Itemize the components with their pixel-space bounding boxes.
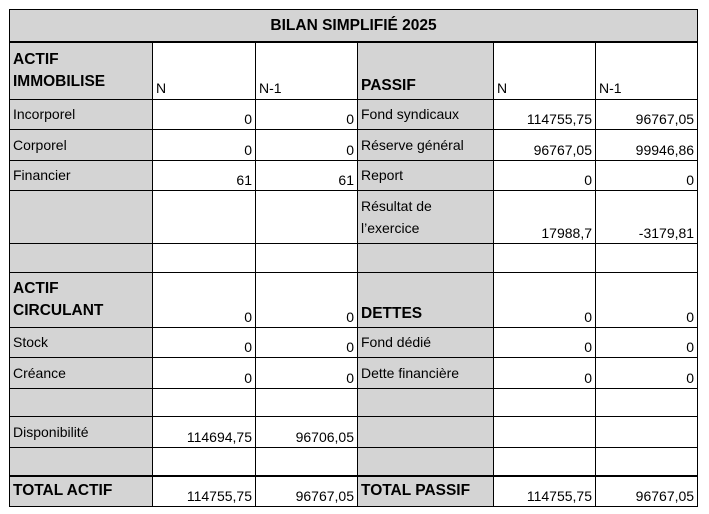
incorporel-n-value: 0 <box>153 99 256 130</box>
fond-dedie-n1-value: 0 <box>596 327 698 358</box>
dette-financiere-n1-value: 0 <box>596 358 698 389</box>
table-row <box>10 130 698 161</box>
actif-circulant-heading: ACTIF CIRCULANT <box>10 272 153 327</box>
financier-label: Financier <box>10 160 153 191</box>
empty-cell <box>256 447 358 476</box>
report-n1-value: 0 <box>596 160 698 191</box>
fonds-syndicaux-n1-value: 96767,05 <box>596 99 698 130</box>
empty-cell <box>596 244 698 273</box>
empty-cell <box>153 244 256 273</box>
creance-n1-value: 0 <box>256 358 358 389</box>
stock-label: Stock <box>10 327 153 358</box>
creance-n-value: 0 <box>153 358 256 389</box>
empty-cell <box>358 417 494 448</box>
corporel-n1-value: 0 <box>256 130 358 161</box>
report-label: Report <box>358 160 494 191</box>
reserve-generale-n1-value: 99946,86 <box>596 130 698 161</box>
disponibilite-n1-value: 96706,05 <box>256 417 358 448</box>
table-row <box>10 358 698 389</box>
stock-n-value: 0 <box>153 327 256 358</box>
total-passif-label: TOTAL PASSIF <box>358 476 494 507</box>
dettes-n1-value: 0 <box>596 272 698 327</box>
dette-financiere-label: Dette financière <box>358 358 494 389</box>
fond-dedie-label: Fond dédié <box>358 327 494 358</box>
empty-cell <box>596 447 698 476</box>
empty-cell <box>256 388 358 417</box>
table-row <box>10 160 698 191</box>
header-row <box>10 42 698 99</box>
empty-cell <box>10 447 153 476</box>
table-row <box>10 191 698 244</box>
empty-cell <box>153 447 256 476</box>
passif-heading: PASSIF <box>358 42 494 99</box>
empty-cell <box>596 417 698 448</box>
table-row <box>10 99 698 130</box>
empty-cell <box>358 388 494 417</box>
incorporel-n1-value: 0 <box>256 99 358 130</box>
total-actif-n-value: 114755,75 <box>153 476 256 507</box>
financier-n-value: 61 <box>153 160 256 191</box>
passif-col-n1-header: N-1 <box>596 42 698 99</box>
resultat-exercice-n-value: 17988,7 <box>494 191 596 244</box>
reserve-generale-n-value: 96767,05 <box>494 130 596 161</box>
empty-cell <box>256 244 358 273</box>
empty-cell <box>10 388 153 417</box>
title-row <box>10 10 698 43</box>
reserve-generale-label: Réserve général <box>358 130 494 161</box>
fond-dedie-n-value: 0 <box>494 327 596 358</box>
balance-sheet-table <box>9 9 698 507</box>
fonds-syndicaux-n-value: 114755,75 <box>494 99 596 130</box>
actif-col-n1-header: N-1 <box>256 42 358 99</box>
actif-circulant-n-value: 0 <box>153 272 256 327</box>
empty-cell <box>596 388 698 417</box>
empty-cell <box>358 447 494 476</box>
resultat-exercice-n1-value: -3179,81 <box>596 191 698 244</box>
fonds-syndicaux-label: Fond syndicaux <box>358 99 494 130</box>
empty-cell <box>494 447 596 476</box>
spacer-row <box>10 447 698 476</box>
empty-cell <box>153 191 256 244</box>
actif-immobilise-heading: ACTIF IMMOBILISE <box>10 42 153 99</box>
empty-cell <box>10 244 153 273</box>
spacer-row <box>10 244 698 273</box>
actif-col-n-header: N <box>153 42 256 99</box>
dette-financiere-n-value: 0 <box>494 358 596 389</box>
total-actif-n1-value: 96767,05 <box>256 476 358 507</box>
empty-cell <box>256 191 358 244</box>
total-row <box>10 476 698 507</box>
financier-n1-value: 61 <box>256 160 358 191</box>
creance-label: Créance <box>10 358 153 389</box>
total-passif-n-value: 114755,75 <box>494 476 596 507</box>
table-row <box>10 327 698 358</box>
dettes-n-value: 0 <box>494 272 596 327</box>
empty-cell <box>153 388 256 417</box>
total-actif-label: TOTAL ACTIF <box>10 476 153 507</box>
table-row <box>10 417 698 448</box>
total-passif-n1-value: 96767,05 <box>596 476 698 507</box>
actif-circulant-n1-value: 0 <box>256 272 358 327</box>
corporel-label: Corporel <box>10 130 153 161</box>
spacer-row <box>10 388 698 417</box>
empty-cell <box>494 417 596 448</box>
resultat-exercice-label: Résultat de l’exercice <box>358 191 494 244</box>
disponibilite-n-value: 114694,75 <box>153 417 256 448</box>
empty-cell <box>10 191 153 244</box>
incorporel-label: Incorporel <box>10 99 153 130</box>
empty-cell <box>358 244 494 273</box>
sheet-title: BILAN SIMPLIFIÉ 2025 <box>10 10 698 43</box>
empty-cell <box>494 388 596 417</box>
dettes-heading: DETTES <box>358 272 494 327</box>
passif-col-n-header: N <box>494 42 596 99</box>
table-row <box>10 272 698 327</box>
corporel-n-value: 0 <box>153 130 256 161</box>
report-n-value: 0 <box>494 160 596 191</box>
empty-cell <box>494 244 596 273</box>
stock-n1-value: 0 <box>256 327 358 358</box>
disponibilite-label: Disponibilité <box>10 417 153 448</box>
